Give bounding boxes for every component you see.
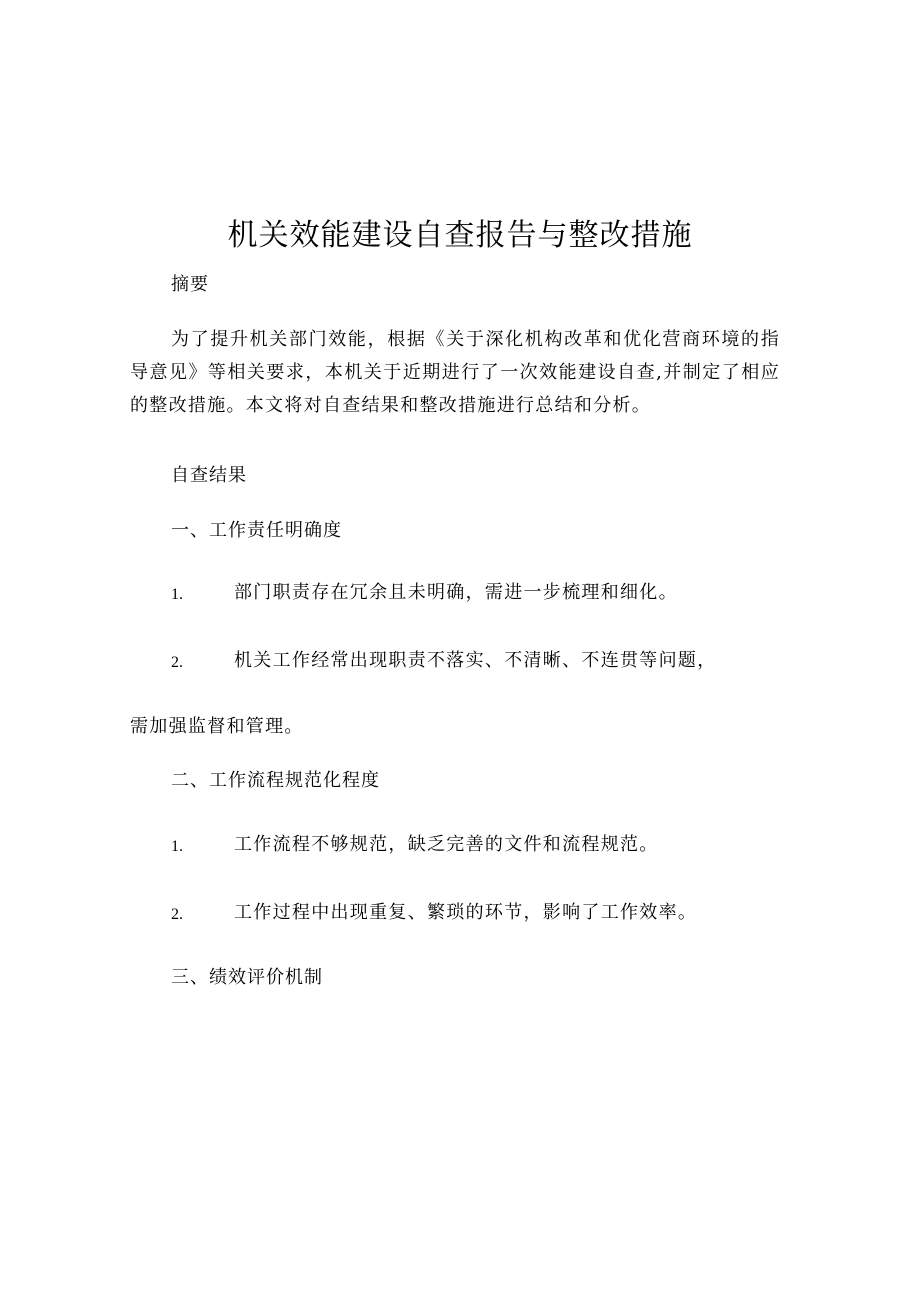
list-item-text: 工作流程不够规范，缺乏完善的文件和流程规范。 — [234, 834, 659, 855]
results-heading: 自查结果 — [171, 465, 247, 486]
section-heading: 一、工作责任明确度 — [171, 520, 342, 541]
list-item-continuation: 需加强监督和管理。 — [130, 716, 304, 737]
list-item-text: 部门职责存在冗余且未明确，需进一步梳理和细化。 — [234, 582, 678, 603]
abstract-paragraph: 为了提升机关部门效能，根据《关于深化机构改革和优化营商环境的指导意见》等相关要求，本机关于近期进行了一次效能建设自查,并制定了相应的整改措施。本文将对自查结果和整改措施进行总结和分析。 — [130, 329, 780, 416]
abstract-heading: 摘要 — [171, 274, 209, 295]
list-item-number: 1. — [171, 586, 183, 603]
list-item-number: 2. — [171, 654, 183, 671]
list-item-number: 2. — [171, 906, 183, 923]
list-item-text: 机关工作经常出现职责不落实、不清晰、不连贯等问题， — [234, 650, 717, 671]
section-heading: 三、绩效评价机制 — [171, 967, 323, 988]
document-title: 机关效能建设自查报告与整改措施 — [227, 218, 693, 253]
list-item-text: 工作过程中出现重复、繁琐的环节，影响了工作效率。 — [234, 902, 698, 923]
section-heading: 二、工作流程规范化程度 — [171, 770, 380, 791]
list-item-number: 1. — [171, 838, 183, 855]
